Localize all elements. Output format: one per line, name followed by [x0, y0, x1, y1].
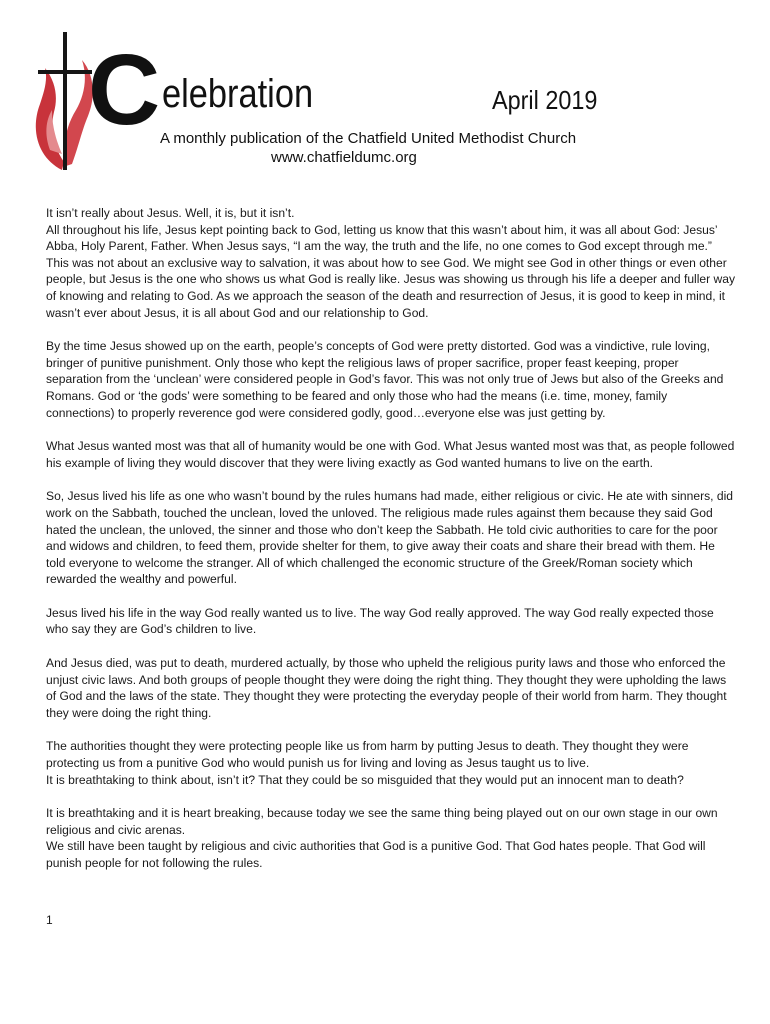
- issue-date: April 2019: [492, 85, 598, 115]
- cross-horizontal-beam: [38, 70, 92, 74]
- page-number: 1: [46, 913, 53, 927]
- paragraph: What Jesus wanted most was that all of humanity would be one with God. What Jesus wanted most was that, as people followed his example of living they would discover that they were living exactly as God wanted humans to live on the earth.: [46, 439, 735, 470]
- paragraph: It isn’t really about Jesus. Well, it is, but it isn’t. All throughout his life, Jesus kept pointing back to God, letting us know that this wasn’t about him, it was all about God: Jesus’ Abba, Holy Parent, Father. When Jesus says, “I am the way, the truth and the life, no one comes to God except through me.” This was not about an exclusive way to salvation, it was about how to see God. We might see God in other things or even other people, but Jesus is the one who shows us what God is really like. Jesus was showing us through his life a deeper and fuller way of knowing and relating to God. As we approach the season of the death and resurrection of Jesus, it is good to keep in mind, it wasn’t ever about Jesus, it is all about God and our relationship to God.: [46, 206, 736, 320]
- paragraph: It is breathtaking and it is heart breaking, because today we see the same thing being played out on our own stage in our own religious and civic arenas. We still have been taught by religious and civic authorities that God is a punitive God. That God hates people. That God will punish people for not following the rules.: [46, 806, 718, 870]
- publication-title: elebration: [162, 72, 314, 116]
- cross-and-flame-logo: [32, 30, 94, 172]
- publication-subtitle: A monthly publication of the Chatfield United Methodist Church: [160, 130, 577, 147]
- article-body: [46, 205, 736, 889]
- paragraph: And Jesus died, was put to death, murdered actually, by those who upheld the religious purity laws and those who enforced the unjust civic laws. And both groups of people thought they were doing the right thing. They thought they were upholding the laws of God and the laws of the state. They thought they were protecting the everyday people of their world from harm. They thought they were doing the right thing.: [46, 656, 727, 720]
- church-website: www.chatfieldumc.org: [271, 149, 417, 166]
- paragraph: By the time Jesus showed up on the earth, people’s concepts of God were pretty distorted. God was a vindictive, rule loving, bringer of punitive punishment. Only those who kept the religious laws of proper sacrifice, proper feast keeping, proper separation from the ‘unclean’ were considered people in God’s favor. This was not only true of Jews but also of the Greeks and Romans. God or ‘the gods’ were something to be feared and only those who had the means (i.e. time, money, family connections) to properly reverence god were considered godly, good…everyone else was just getting by.: [46, 339, 724, 420]
- paragraph: Jesus lived his life in the way God really wanted us to live. The way God really approved. The way God really expected those who say they are God’s children to live.: [46, 605, 714, 637]
- title-initial: C: [88, 34, 161, 146]
- paragraph: The authorities thought they were protecting people like us from harm by putting Jesus to death. They thought they were protecting us from a punitive God who would punish us for living and loving as Jesus taught us to live. It is breathtaking to think about, isn’t it? That they could be so misguided that they would put an innocent man to death?: [46, 739, 689, 787]
- cross-vertical-beam: [63, 32, 67, 170]
- paragraph: So, Jesus lived his life as one who wasn’t bound by the rules humans had made, either religious or civic. He ate with sinners, did work on the Sabbath, touched the unclean, loved the unloved. The religious made rules against them because they said God hated the unclean, the unloved, the sinner and those who don’t keep the Sabbath. He told civic authorities to care for the poor and widows and children, to feed them, provide shelter for them, to give away their coats and share their bread with them. He told everyone to welcome the stranger. All of which challenged the economic structure of the Greek/Roman society which rewarded the wealthy and powerful.: [46, 489, 734, 587]
